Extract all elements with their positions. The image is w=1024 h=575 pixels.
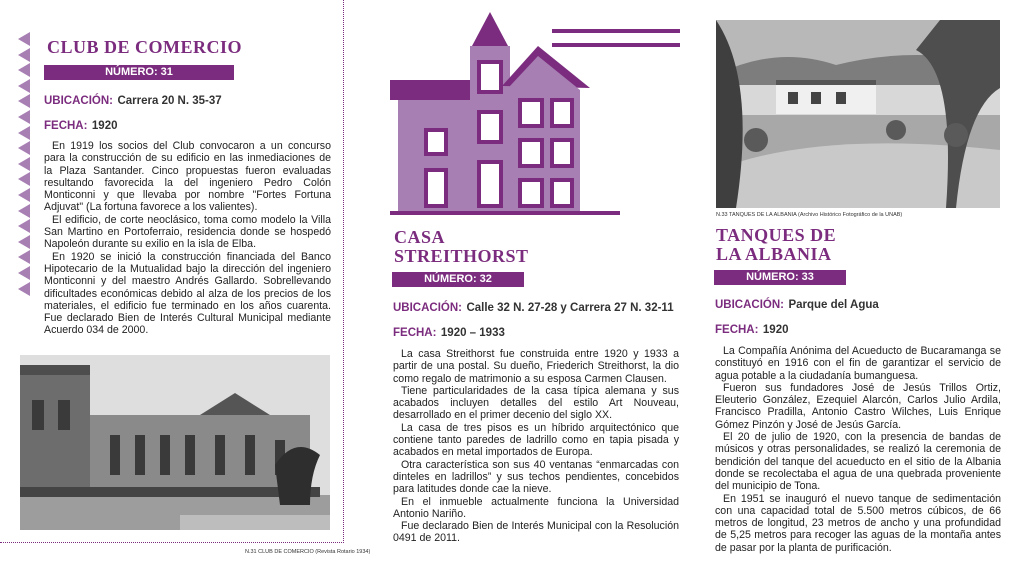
title-line: CASA	[394, 227, 446, 247]
triangle-ornament	[18, 204, 30, 218]
triangle-ornament	[18, 250, 30, 264]
triangle-ornament	[18, 219, 30, 233]
club-comercio-building-image	[20, 355, 330, 530]
date-label: FECHA:	[393, 327, 437, 339]
bottom-divider	[0, 542, 344, 543]
triangle-ornament	[18, 266, 30, 280]
tanques-albania-title	[716, 226, 836, 264]
left-divider	[343, 0, 344, 543]
triangle-ornament	[18, 94, 30, 108]
date-value: 1920 – 1933	[440, 327, 505, 339]
tanques-albania-date	[715, 320, 789, 338]
paragraph: El 20 de julio de 1920, con la presencia de bandas de músicos y otras personalidades, se realizó la ceremonia de bendición del tanque del acueducto en el sitio de la Albania donde se recolectaba el agua de una quebrada proveniente del municipio de Tona.	[715, 431, 1001, 493]
triangle-ornament	[18, 126, 30, 140]
club-comercio-caption: N.31 CLUB DE COMERCIO (Revista Rotario 1934)	[245, 549, 371, 555]
title-line: STREITHORST	[394, 246, 529, 266]
title-line: TANQUES DE	[716, 225, 837, 245]
casa-streithorst-date	[393, 323, 505, 341]
paragraph: En 1920 se inició la construcción financiada del Banco Hipotecario de la Mutualidad bajo la dirección del ingeniero Monticonni y del maestro Andrés Gallardo. Sobrellevando dificultades económicas debido al alza de los precios de los materiales, el edificio fue terminado en los años cuarenta. Fue declarado Bien de Interés Cultural Municipal mediante Acuerdo 034 de 2000.	[44, 250, 331, 337]
date-label: FECHA:	[715, 324, 759, 336]
date-value: 1920	[91, 120, 118, 132]
paragraph: En el inmueble actualmente funciona la Universidad Antonio Nariño.	[393, 495, 679, 520]
triangle-ornament	[18, 188, 30, 202]
casa-streithorst-location	[393, 298, 674, 316]
triangle-ornament	[18, 63, 30, 77]
location-label: UBICACIÓN:	[715, 299, 784, 311]
club-comercio-number-badge: NÚMERO: 31	[44, 65, 234, 80]
paragraph: En 1919 los socios del Club convocaron a un concurso para la construcción de su edificio en las inmediaciones de la Plaza Santander. Cinco propuestas fueron evaluadas resultando favorecida la del ingeniero Pedro Colón Monticonni y que llevaba por nombre "Fortes Fortuna Adjuvat" (La fortuna favorece a los valientes).	[44, 140, 331, 214]
triangle-ornament	[18, 235, 30, 249]
club-comercio-location	[44, 91, 222, 109]
location-value: Parque del Agua	[788, 299, 879, 311]
triangle-ornament	[18, 172, 30, 186]
tanques-albania-location	[715, 295, 879, 313]
casa-streithorst-number-badge: NÚMERO: 32	[392, 272, 524, 287]
casa-streithorst-illustration	[390, 10, 680, 215]
location-label: UBICACIÓN:	[44, 95, 113, 107]
triangle-ornament	[18, 48, 30, 62]
tanques-albania-photo	[716, 20, 1000, 208]
club-comercio-date	[44, 116, 118, 134]
paragraph: El edificio, de corte neoclásico, toma como modelo la Villa San Martino en Portoferraio, residencia donde se hospedó Napoleón durante su exilio en la isla de Elba.	[44, 213, 331, 251]
club-comercio-text	[44, 140, 331, 337]
casa-streithorst-title	[394, 228, 529, 266]
paragraph: La Compañía Anónima del Acueducto de Bucaramanga se constituyó en 1916 con el fin de garantizar el servicio de agua potable a la ciudadanía bumanguesa.	[715, 345, 1001, 382]
triangle-ornament	[18, 79, 30, 93]
date-value: 1920	[762, 324, 789, 336]
location-value: Calle 32 N. 27-28 y Carrera 27 N. 32-11	[466, 302, 674, 314]
triangle-ornament	[18, 282, 30, 296]
paragraph: Tiene particularidades de la casa típica alemana y sus acabados incluyen detalles del estilo Art Nouveau, desarrollado en el primer decenio del siglo XX.	[393, 384, 679, 422]
tanques-albania-text	[715, 345, 1001, 554]
paragraph: Otra característica son sus 40 ventanas “enmarcadas con dinteles en ladrillos” y sus techos pendientes, concebidos para latitudes donde cae la nieve.	[393, 458, 679, 496]
triangle-ornament	[18, 141, 30, 155]
tanques-albania-image	[716, 20, 1000, 208]
triangle-ornament	[18, 32, 30, 46]
tanques-albania-caption: N.33 TANQUES DE LA ALBANIA (Archivo Histórico Fotográfico de la UNAB)	[716, 212, 903, 218]
location-label: UBICACIÓN:	[393, 302, 462, 314]
triangle-ornament	[18, 157, 30, 171]
title-line: LA ALBANIA	[716, 244, 832, 264]
paragraph: Fue declarado Bien de Interés Municipal con la Resolución 0491 de 2011.	[393, 520, 679, 545]
paragraph: La casa Streithorst fue construida entre 1920 y 1933 a partir de una postal. Su dueño, Friederich Streithorst, la dio como regalo de matrimonio a su esposa Carmen Clausen.	[393, 348, 679, 385]
triangle-ornament	[18, 110, 30, 124]
tanques-albania-number-badge: NÚMERO: 33	[714, 270, 846, 285]
paragraph: Fueron sus fundadores José de Jesús Trillos Ortiz, Eleuterio González, Ezequiel Alarcón, Carlos Julio Ardila, Francisco Pradilla, Antonio Castro Wilches, Luis Enrique Gómez Pinzón y José de Jesús García.	[715, 381, 1001, 431]
club-comercio-photo	[20, 355, 330, 530]
paragraph: En 1951 se inauguró el nuevo tanque de sedimentación con una capacidad total de 5.500 metros cúbicos, de 66 metros de longitud, 23 metros de ancho y una profundidad de 5,25 metros para recoger las aguas de la montaña antes de pasar por la planta de purificación.	[715, 492, 1001, 554]
date-label: FECHA:	[44, 120, 88, 132]
location-value: Carrera 20 N. 35-37	[117, 95, 222, 107]
paragraph: La casa de tres pisos es un híbrido arquitectónico que contiene tanto paredes de ladrillo como en tapia pisada y acabados en metal importados de Europa.	[393, 421, 679, 459]
casa-streithorst-text	[393, 348, 679, 545]
club-comercio-title: CLUB DE COMERCIO	[47, 37, 243, 57]
